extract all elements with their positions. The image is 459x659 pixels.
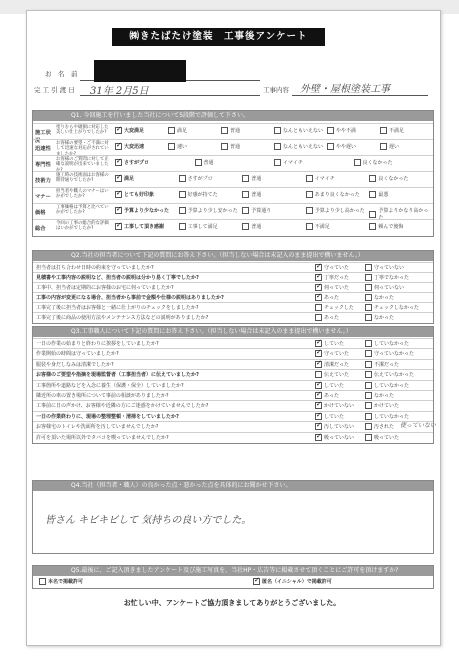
q1-option-label: なんともいえない [283, 128, 324, 134]
footer-thanks: お忙しい中、アンケートご協力頂きましてありがとうございました。 [123, 599, 341, 607]
q1-option-checkbox[interactable] [306, 223, 313, 230]
q3-row-divider [33, 432, 433, 433]
q5-option-real-name[interactable] [39, 578, 83, 585]
q3-answer-label: かけていない [324, 403, 355, 410]
q1-option-checkbox[interactable] [242, 223, 249, 230]
q3-row-divider [33, 369, 433, 370]
q2-answer-checkbox[interactable] [315, 294, 322, 301]
q1-option[interactable] [242, 223, 304, 230]
q1-row-divider [33, 139, 433, 140]
q3-answer-checkbox[interactable] [315, 392, 322, 399]
q5-real-name-label: 本名で掲載許可 [48, 579, 84, 585]
q1-option-label: 最悪 [378, 192, 389, 198]
q1-option-label: あまり良くなかった [314, 192, 360, 198]
q3-question: 作業開始の時間は守っていましたか? [36, 351, 119, 358]
q1-option-label: 遅い [389, 144, 400, 150]
q1-option-checkbox[interactable] [327, 127, 334, 134]
q2-answer-checkbox[interactable] [365, 304, 372, 311]
q1-option-label: 普通 [251, 192, 262, 198]
q3-answer-label: 不潔だった [374, 361, 400, 368]
q1-option[interactable] [242, 191, 304, 198]
q3-answer[interactable] [365, 392, 394, 399]
q3-answer[interactable] [315, 350, 349, 357]
q3-answer-label: していた [324, 341, 345, 347]
q1-option-label: 普通 [230, 128, 241, 134]
q1-question: 今回の工事の総合的な評価はいかがでしたか? [56, 221, 109, 232]
q3-row-divider [33, 359, 433, 360]
q4-heading: Q4.当社（担当者・職人）の良かった点・悪かった点を具体的にお聞かせ下さい。 [33, 481, 433, 491]
q3-answer-label: 汚された [374, 424, 395, 431]
q3-answer[interactable] [365, 361, 399, 368]
q3-answer-label: していなかった [374, 382, 410, 389]
q1-option[interactable] [327, 143, 378, 150]
q1-option[interactable] [168, 143, 219, 150]
q1-question: 工事価格は予算と比べていかがでしたか? [56, 205, 109, 216]
q2-answer-checkbox[interactable] [365, 294, 372, 301]
q3-answer-label: 吸っていない [324, 434, 355, 441]
q1-option-label: さすがプロ [187, 176, 213, 182]
q1-option-checkbox[interactable] [306, 207, 313, 214]
q3-answer-checkbox[interactable] [365, 340, 372, 347]
q1-option-label: 不満足 [389, 128, 405, 134]
q1-option[interactable] [369, 175, 431, 182]
q2-question: 担当者は打ち合わせ日時の約束を守っていましたか? [36, 265, 154, 271]
q1-option-label: 好感が持てた [187, 192, 218, 198]
q1-option[interactable] [179, 191, 241, 198]
q3-answer-label: かけていた [374, 403, 400, 410]
q3-answer-checkbox[interactable] [365, 350, 372, 357]
q3-answer-checkbox[interactable] [365, 371, 372, 378]
name-redaction [94, 60, 186, 82]
q3-answer[interactable] [315, 413, 344, 420]
q1-option[interactable] [327, 127, 378, 134]
q1-option[interactable] [306, 191, 368, 198]
q1-option-label: やや不満 [336, 128, 357, 134]
q1-option-label: 工事して頂き感謝 [124, 224, 165, 230]
q1-option-label: 普通 [203, 160, 214, 166]
q2-answer[interactable] [315, 314, 339, 321]
q1-option-checkbox[interactable] [274, 127, 281, 134]
q2-heading: Q2.当社の担当者について下記の質問にお答え下さい。（担当しない場合は未記入のまま提出で構いません。） [33, 251, 433, 261]
q1-option-checkbox[interactable] [221, 143, 228, 150]
q3-answer[interactable] [365, 423, 394, 430]
q1-row-divider [33, 171, 433, 172]
q3-answer-label: 汚していない [324, 424, 355, 431]
q1-option-label: 大変迅速 [124, 144, 145, 150]
q2-answer[interactable] [365, 294, 394, 301]
q3-row-divider [33, 421, 433, 422]
q2-answer-checkbox[interactable] [315, 284, 322, 291]
q1-section [32, 110, 434, 237]
q3-answer-checkbox[interactable] [365, 382, 372, 389]
q3-answer-label: 守っていなかった [374, 351, 415, 358]
q1-option-checkbox[interactable] [195, 159, 202, 166]
q1-option[interactable] [306, 223, 368, 230]
q1-option[interactable] [115, 175, 177, 182]
q4-answer: 皆さん キビキビして 気持ちの良い方でした。 [45, 515, 252, 526]
q2-answer-label: 丁寧でなかった [374, 275, 410, 281]
q3-answer-checkbox[interactable] [315, 382, 322, 389]
q1-option-checkbox[interactable] [369, 175, 376, 182]
q3-answer-checkbox[interactable] [315, 434, 322, 441]
q2-answer-checkbox[interactable] [365, 284, 372, 291]
q1-option-checkbox[interactable] [115, 223, 122, 230]
q3-answer[interactable] [365, 402, 399, 409]
q3-section [32, 326, 437, 444]
q1-option-checkbox[interactable] [179, 175, 186, 182]
q2-question: 見積書や工事内容の説明など、担当者の説明は分かり易く丁寧でしたか? [36, 275, 199, 281]
work-value: 外壁・屋根塗装工事 [300, 84, 390, 95]
q1-question: 施工時の技術面はお客様の期待通りでしたか? [56, 173, 109, 184]
q3-answer-checkbox[interactable] [365, 402, 372, 409]
q2-answer[interactable] [315, 284, 349, 291]
q3-question: 工事前に日の声かけ、お客様や近隣の方にご迷惑をかけていませんでしたか? [36, 403, 209, 410]
q2-answer-checkbox[interactable] [365, 274, 372, 281]
q1-option-checkbox[interactable] [168, 127, 175, 134]
q3-row-divider [33, 380, 433, 381]
q2-answer-checkbox[interactable] [315, 314, 322, 321]
q2-answer-checkbox[interactable] [315, 304, 322, 311]
q1-option-label: 予算通り [251, 208, 272, 214]
q1-category: 施工状況 [35, 130, 51, 144]
q1-option[interactable] [369, 191, 431, 198]
q1-option[interactable] [380, 127, 431, 134]
q3-question: 許可を頂いた場所以外でタバコを喫っていませんでしたか? [36, 434, 169, 441]
q1-option-checkbox[interactable] [115, 191, 122, 198]
q1-option[interactable] [168, 127, 219, 134]
q2-question: 工事完了後に商品の使用方法やメンテナンス方法などの説明がありましたか? [36, 315, 209, 321]
q3-answer-checkbox[interactable] [365, 392, 372, 399]
q2-answer-label: なかった [374, 315, 395, 321]
q1-option-checkbox[interactable] [115, 143, 122, 150]
q2-answer[interactable] [365, 314, 394, 321]
q2-answer-checkbox[interactable] [315, 264, 322, 271]
q1-option-label: 予算より少なかった [124, 208, 170, 214]
q2-row-divider [33, 292, 433, 293]
q1-option[interactable] [179, 207, 241, 214]
q1-option-label: 普通 [251, 224, 262, 230]
q1-option-label: 速い [177, 144, 188, 150]
q3-answer-checkbox[interactable] [315, 423, 322, 430]
q3-question: 服装や身だしなみは清潔でしたか? [36, 361, 114, 368]
q1-option-checkbox[interactable] [306, 191, 313, 198]
q3-row-divider [33, 338, 433, 339]
q1-option[interactable] [115, 159, 193, 166]
q2-row-divider [33, 302, 433, 303]
q1-option-label: 普通 [251, 176, 262, 182]
q3-answer-label: 清潔だった [324, 361, 350, 368]
q2-question: 工事中、担当者は定期的にお客様のお宅に伺っていましたか? [36, 285, 174, 291]
q3-answer[interactable] [315, 340, 344, 347]
q2-question: 工事完了後に担当者はお客様と一緒に仕上がりのチェックをしましたか? [36, 305, 199, 311]
q1-option[interactable] [115, 223, 177, 230]
q1-option-label: 予算よりかなり高かった [378, 208, 429, 221]
q5-real-name-checkbox[interactable] [39, 578, 46, 585]
q2-answer-label: 丁寧だった [324, 275, 350, 281]
q3-answer-label: 吸っていた [374, 434, 400, 441]
q3-answer-checkbox[interactable] [365, 361, 372, 368]
q1-question: お客様の要望・ご不満に対して迅速な対応がされていましたか? [56, 141, 109, 157]
q1-option-checkbox[interactable] [242, 175, 249, 182]
q1-option-label: やや遅い [336, 144, 357, 150]
q3-answer-checkbox[interactable] [315, 413, 322, 420]
q3-question: 一日の作業の始まりと終わりに挨拶をしていましたか? [36, 341, 159, 347]
q1-category: 迅速性 [35, 146, 51, 152]
q3-answer-label: なかった [374, 393, 395, 399]
q1-category: 専門性 [35, 162, 51, 168]
q3-question: お客様宅のトイレや洗面所を汚していませんでしたか? [36, 424, 159, 431]
q3-row-divider [33, 411, 433, 412]
q2-answer-label: 守っていた [324, 265, 350, 271]
q3-answer[interactable] [365, 434, 399, 441]
q1-option[interactable] [354, 159, 432, 166]
q1-option[interactable] [195, 159, 273, 166]
q3-answer-label: していなかった [374, 413, 410, 420]
q1-option-checkbox[interactable] [369, 191, 376, 198]
q2-answer[interactable] [365, 304, 419, 311]
q1-option-checkbox[interactable] [354, 159, 361, 166]
q1-category: 価格 [35, 210, 46, 216]
q1-option[interactable] [242, 175, 304, 182]
q3-answer[interactable] [315, 434, 354, 441]
q3-answer-checkbox[interactable] [315, 340, 322, 347]
q1-row-divider [33, 155, 433, 156]
q1-option-checkbox[interactable] [115, 159, 122, 166]
q3-answer-label: 伝えていた [324, 372, 350, 379]
q1-option-label: 良くなかった [362, 160, 393, 166]
q1-row-divider [33, 219, 433, 220]
q1-option-checkbox[interactable] [369, 211, 376, 218]
q3-heading: Q3.工事職人について下記の質問にお答え下さい。（担当しない場合は未記入のまま提出で構いません。） [33, 327, 433, 337]
q1-option-checkbox[interactable] [327, 143, 334, 150]
q3-question: お客様のご要望や指摘を現場監督者（工事担当者）に伝えていましたか? [36, 372, 199, 379]
q1-option-checkbox[interactable] [380, 127, 387, 134]
q1-option[interactable] [306, 207, 368, 214]
q1-option-checkbox[interactable] [179, 207, 186, 214]
q3-question: 隣近所の車の置き場所について事前の相談がありましたか? [36, 393, 169, 399]
q2-answer-label: 守っていない [374, 265, 405, 271]
q1-option[interactable] [221, 143, 272, 150]
q1-heading: Q1. 今回施工を行いました当社について5段階で評価して下さい。 [33, 111, 433, 121]
q1-option-label: 頼んで後悔 [378, 224, 404, 230]
q3-answer-checkbox[interactable] [315, 350, 322, 357]
q5-initials-checkbox[interactable] [253, 578, 260, 585]
q3-answer[interactable] [365, 413, 409, 420]
q2-answer-checkbox[interactable] [315, 274, 322, 281]
q1-option-checkbox[interactable] [115, 207, 122, 214]
q2-answer-label: あった [324, 295, 339, 301]
q1-option-label: とても好印象 [124, 192, 155, 198]
q1-option[interactable] [380, 143, 431, 150]
q5-option-initials[interactable] [253, 578, 332, 585]
q2-row-divider [33, 282, 433, 283]
q3-answer[interactable] [315, 382, 344, 389]
q2-answer[interactable] [315, 274, 349, 281]
q1-option[interactable] [369, 223, 431, 230]
q1-option[interactable] [179, 175, 241, 182]
q1-question: 担当者や職人のマナーはいかがでしたか? [56, 189, 109, 200]
q1-option-label: 不満足 [314, 224, 330, 230]
q3-answer[interactable] [365, 371, 414, 378]
q2-answer-label: あった [324, 315, 339, 321]
q3-answer-label: していた [324, 413, 345, 420]
q3-answer[interactable] [315, 402, 354, 409]
q2-answer-label: なかった [374, 295, 395, 301]
q1-option[interactable] [221, 127, 272, 134]
q1-option-checkbox[interactable] [274, 143, 281, 150]
q1-option[interactable] [242, 207, 304, 214]
q5-initials-label: 匿名（イニシャル）で掲載許可 [262, 579, 332, 585]
q2-answer-label: チェックした [324, 305, 354, 311]
q3-answer[interactable] [315, 392, 339, 399]
q2-section [32, 250, 434, 324]
q3-answer[interactable] [365, 350, 414, 357]
q1-option[interactable] [115, 143, 166, 150]
q5-heading: Q5.最後に、ご記入頂きましたアンケート及び施工写真を、当社HP・広告等に掲載させて頂くことにご許可を頂けますか? [33, 566, 433, 576]
q1-option[interactable] [115, 127, 166, 134]
q3-row-divider [33, 400, 433, 401]
q3-row-divider [33, 348, 433, 349]
q2-answer[interactable] [315, 304, 354, 311]
q1-option-label: なんともいえない [283, 144, 324, 150]
q1-option-checkbox[interactable] [306, 175, 313, 182]
q3-answer-checkbox[interactable] [315, 361, 322, 368]
q1-option-checkbox[interactable] [168, 143, 175, 150]
q1-option-checkbox[interactable] [115, 127, 122, 134]
q1-category: マナー [35, 194, 51, 200]
work-label: 工事内容 [263, 86, 289, 94]
q2-answer-label: 伺っていない [374, 285, 405, 291]
q2-answer-label: チェックしなかった [374, 305, 419, 311]
completion-value: 31年 2月5日 [90, 86, 149, 97]
q1-option-label: 普通 [230, 144, 241, 150]
q3-answer-checkbox[interactable] [365, 413, 372, 420]
name-label: お 名 前 [45, 70, 78, 78]
q5-section [32, 565, 434, 589]
q3-answer[interactable] [315, 371, 349, 378]
q2-row-divider [33, 262, 433, 263]
q3-answer-label: 守っていた [324, 351, 350, 358]
q1-option-checkbox[interactable] [242, 207, 249, 214]
q1-option-checkbox[interactable] [221, 127, 228, 134]
completion-label: 完 工 引 渡 日 [34, 86, 75, 94]
q1-option[interactable] [274, 127, 325, 134]
q1-option-label: さすがプロ [124, 160, 150, 166]
q2-answer[interactable] [315, 264, 349, 271]
q3-answer-checkbox[interactable] [315, 402, 322, 409]
q1-category: 技術力 [35, 178, 51, 184]
q1-option-checkbox[interactable] [179, 191, 186, 198]
q1-option[interactable] [179, 223, 241, 230]
q1-row-divider [33, 203, 433, 204]
q1-option-checkbox[interactable] [179, 223, 186, 230]
survey-title: ㈱きたばたけ塗装 工事後アンケート [112, 28, 325, 46]
q1-option-label: イマイチ [283, 160, 303, 166]
q2-answer[interactable] [315, 294, 339, 301]
q1-option-label: 工事して満足 [187, 224, 218, 230]
q1-option-checkbox[interactable] [274, 159, 281, 166]
q1-option[interactable] [115, 207, 177, 214]
q1-option-label: 予算より少し高かった [314, 208, 365, 214]
q1-option[interactable] [306, 175, 368, 182]
q1-option-checkbox[interactable] [369, 223, 376, 230]
q3-answer-label: 伝えていなかった [374, 372, 415, 379]
q1-option-label: 満足 [124, 176, 135, 182]
q3-answer[interactable] [315, 423, 354, 430]
q3-row-divider [33, 390, 433, 391]
q3-handwritten-note: 使っていない [400, 422, 437, 429]
q3-answer-checkbox[interactable] [365, 434, 372, 441]
q1-question: お客様のご質問に対して正確な説明が出来ていましたか? [56, 157, 109, 173]
q3-question: 一日の作業終わりに、現場の整理整頓・清掃をしていましたか? [36, 413, 179, 420]
q3-answer-checkbox[interactable] [365, 423, 372, 430]
q1-option-checkbox[interactable] [242, 191, 249, 198]
q1-row-divider [33, 187, 433, 188]
q3-answer[interactable] [365, 382, 409, 389]
q1-option-checkbox[interactable] [380, 143, 387, 150]
q3-question: 工事箇所や道路などを入念に養生（保護・保全）していましたか? [36, 382, 184, 389]
q2-answer-checkbox[interactable] [365, 314, 372, 321]
q2-answer[interactable] [365, 274, 409, 281]
q2-answer-checkbox[interactable] [365, 264, 372, 271]
q1-question: 塗りむらや破損に対応した美しい仕上がりでしたか? [56, 125, 109, 136]
q1-option-label: イマイチ [314, 176, 335, 182]
q1-option[interactable] [274, 143, 325, 150]
q1-option[interactable] [274, 159, 352, 166]
q3-answer-label: あった [324, 393, 339, 399]
q1-option-checkbox[interactable] [115, 175, 122, 182]
q1-option-label: 良くなかった [378, 176, 409, 182]
q1-option-label: 予算より少し安かった [187, 208, 238, 214]
q2-answer[interactable] [365, 264, 404, 271]
q1-option-label: 大変満足 [124, 128, 145, 134]
q3-answer-checkbox[interactable] [315, 371, 322, 378]
work-line [292, 95, 428, 96]
q4-section [32, 480, 434, 554]
q2-question: 工事の内容が変更になる場合、担当者から事前で金額や仕様の説明はありましたか? [36, 295, 224, 301]
q2-row-divider [33, 312, 433, 313]
q3-answer[interactable] [365, 340, 409, 347]
q1-row-divider [33, 123, 433, 124]
q1-option-label: 満足 [177, 128, 188, 134]
q3-answer[interactable] [315, 361, 349, 368]
q1-category: 総合 [35, 226, 46, 232]
q3-answer-label: していた [324, 382, 345, 389]
q3-answer-label: していなかった [374, 341, 410, 347]
q2-answer[interactable] [365, 284, 404, 291]
q2-row-divider [33, 272, 433, 273]
q1-option[interactable] [115, 191, 177, 198]
q2-answer-label: 伺っていた [324, 285, 350, 291]
